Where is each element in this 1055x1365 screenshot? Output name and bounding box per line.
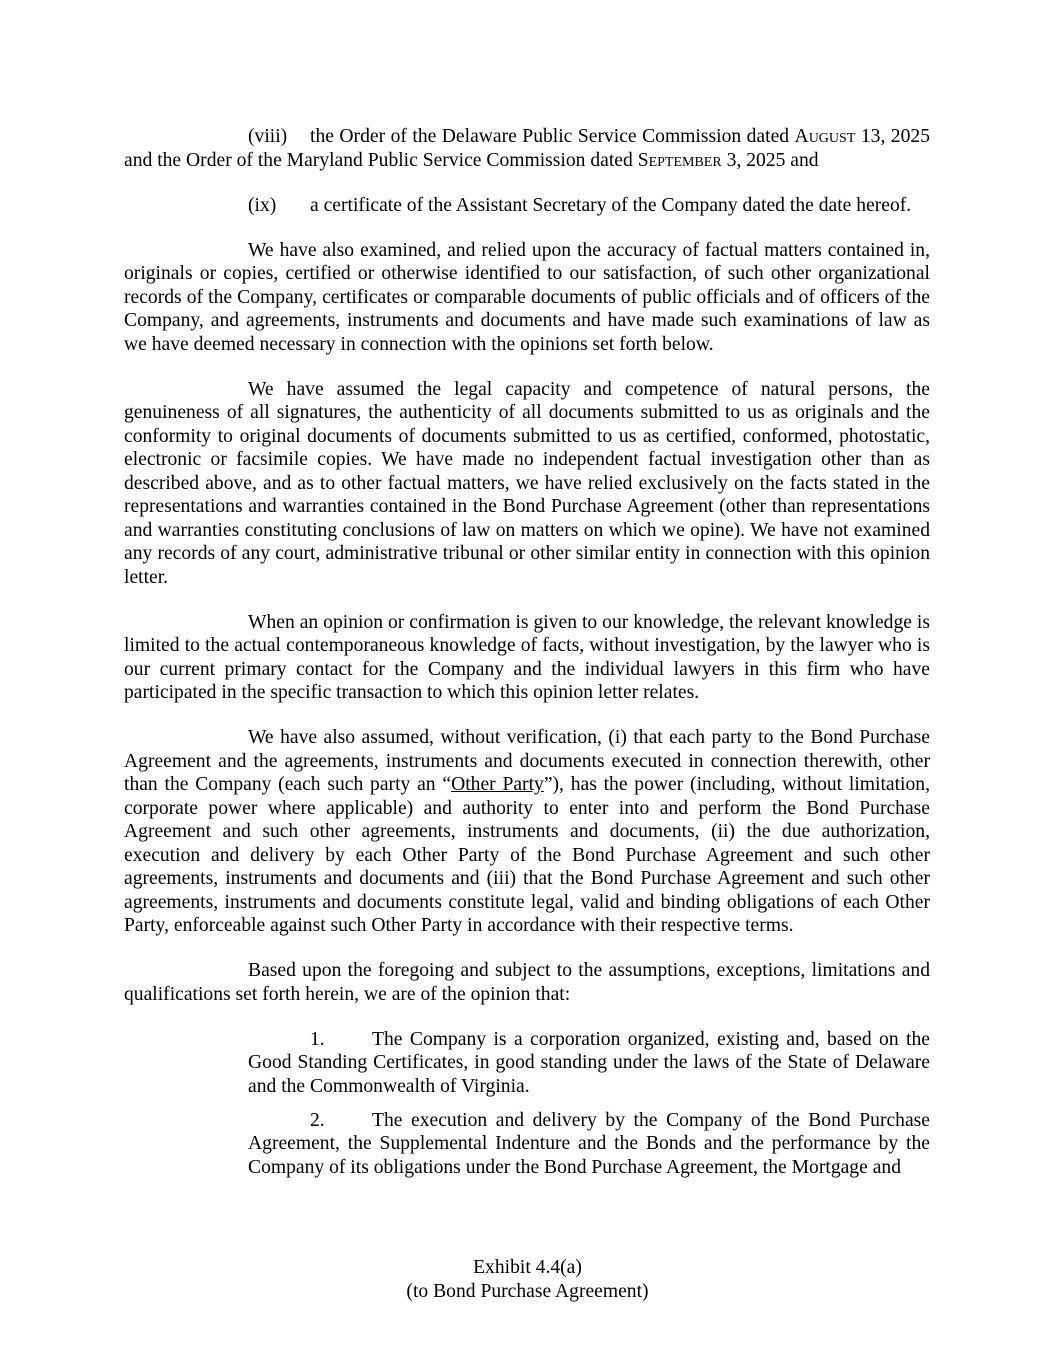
date-month: August — [794, 126, 856, 147]
footer-reference: (to Bond Purchase Agreement) — [406, 1281, 649, 1302]
paragraph-text: ”), has the power (including, without limitation, corporate power where applicable) and authority to enter into and perform the Bond Purchase Agreement and such other agreements, instruments and documents, (ii) the due authorization, execution and delivery by each Other Party of the Bond Purchase Agreement and such other agreements, instruments and documents and (iii) that the Bond Purchase Agreement and such other agreements, instruments and documents constitute legal, valid and binding obligations of each Other Party, enforceable against such Other Party in accordance with their respective terms. — [124, 774, 930, 936]
item-text: the Order of the Delaware Public Service Commission dated — [310, 126, 795, 147]
item-text: 3, 2025 and — [721, 149, 819, 171]
item-label: (viii) — [248, 126, 288, 147]
paragraph-other-party — [124, 726, 930, 938]
paragraph-text: We have also assumed, without verification, (i) that each party to the Bond Purchase Agreement and the agreements, instruments and documents executed in connection therewith, other than the Company (each such party an “ — [124, 727, 930, 795]
opinion-number: 2. — [310, 1109, 325, 1131]
opinion-item-1 — [248, 1028, 930, 1099]
paragraph-examined: We have also examined, and relied upon the accuracy of factual matters contained in, originals or copies, certified or otherwise identified to our satisfaction, of such other organizational records of the Company, certificates or comparable documents of public officials and of officers of the Company, and agreements, instruments and documents and have made such examinations of law as we have deemed necessary in connection with the opinions set forth below. — [124, 239, 930, 355]
item-text: a certificate of the Assistant Secretary of the Company dated the date hereof. — [310, 194, 912, 216]
paragraph-knowledge: When an opinion or confirmation is given to our knowledge, the relevant knowledge is limited to the actual contemporaneous knowledge of facts, without investigation, by the lawyer who is our current primary contact for the Company and the individual lawyers in this firm who have participated in the specific transaction to which this opinion letter relates. — [124, 611, 930, 703]
opinion-text: The execution and delivery by the Company of the Bond Purchase Agreement, the Supplemental Indenture and the Bonds and the performance by the Company of its obligations under the Bond Purchase Agreement, the Mortgage and — [248, 1109, 930, 1178]
defined-term: Other Party — [451, 774, 544, 795]
paragraph-assumptions: We have assumed the legal capacity and competence of natural persons, the genuineness of all signatures, the authenticity of all documents submitted to us as originals and the conformity to original documents of documents submitted to us as certified, conformed, photostatic, electronic or facsimile copies. We have made no independent factual investigation other than as described above, and as to other factual matters, we have relied exclusively on the facts stated in the representations and warranties contained in the Bond Purchase Agreement (other than representations and warranties constituting conclusions of law on matters on which we opine). We have not examined any records of any court, administrative tribunal or other similar entity in connection with this opinion letter. — [124, 378, 930, 588]
opinion-text: The Company is a corporation organized, existing and, based on the Good Standing Certificates, in good standing under the laws of the State of Delaware and the Commonwealth of Virginia. — [248, 1028, 930, 1097]
footer-exhibit: Exhibit 4.4(a) — [473, 1257, 582, 1278]
item-text: 13, 2025 and the Order of the Maryland Public Service Commission dated — [124, 126, 930, 171]
item-viii — [124, 125, 930, 172]
item-ix — [124, 194, 930, 218]
paragraph-opinion-intro: Based upon the foregoing and subject to the assumptions, exceptions, limitations and qualifications set forth herein, we are of the opinion that: — [124, 960, 930, 1005]
date-month: September — [637, 149, 722, 171]
opinion-number: 1. — [310, 1028, 325, 1050]
document-body — [124, 125, 930, 1190]
opinion-item-2 — [248, 1109, 930, 1180]
item-label: (ix) — [248, 194, 277, 216]
